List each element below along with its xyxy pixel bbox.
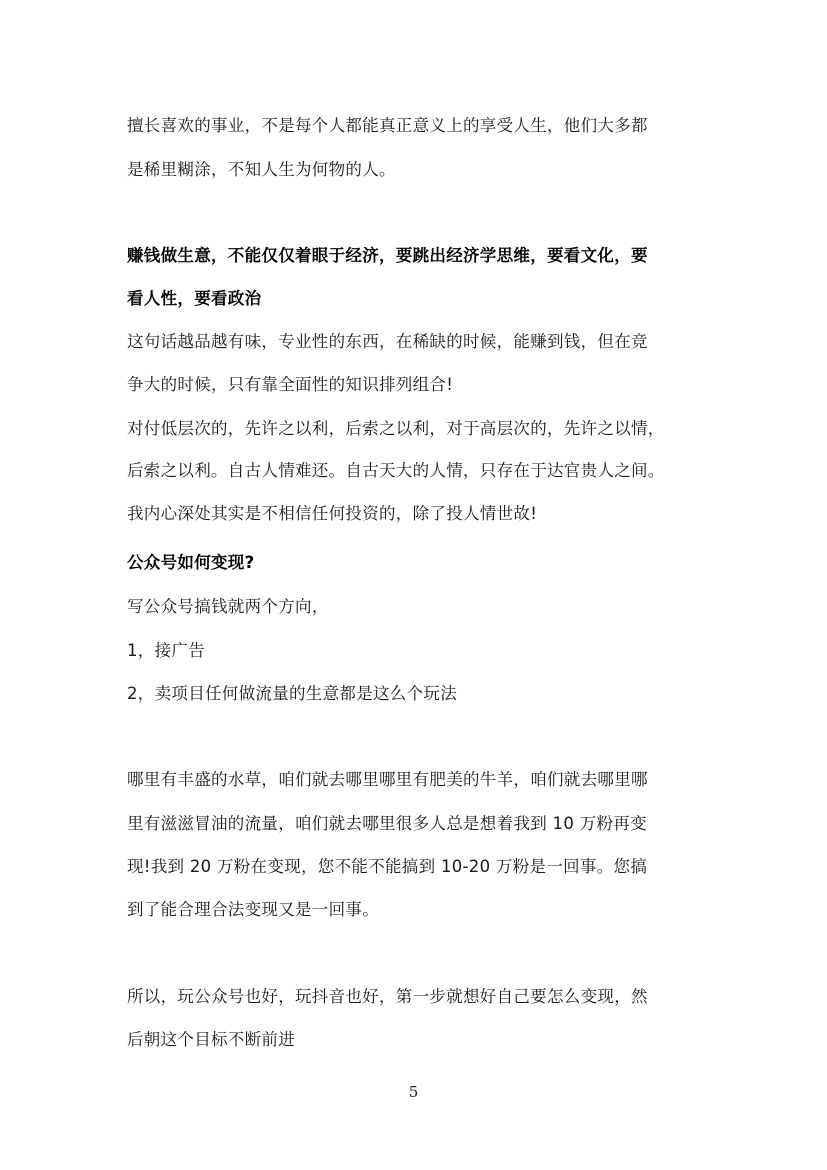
paragraph-line: 我内心深处其实是不相信任何投资的，除了投人情世故! xyxy=(127,504,538,523)
paragraph-line: 现!我到 20 万粉在变现，您不能不能搞到 10-20 万粉是一回事。您搞 xyxy=(127,857,648,876)
paragraph-line: 是稀里糊涂，不知人生为何物的人。 xyxy=(127,160,396,179)
list-item: 2，卖项目任何做流量的生意都是这么个玩法 xyxy=(127,684,457,703)
section-heading: 公众号如何变现? xyxy=(127,553,255,572)
list-item: 1，接广告 xyxy=(127,641,205,660)
page-number: 5 xyxy=(408,1083,419,1101)
paragraph-line: 争大的时候，只有靠全面性的知识排列组合! xyxy=(127,375,454,394)
paragraph-line: 哪里有丰盛的水草，咱们就去哪里哪里有肥美的牛羊，咱们就去哪里哪 xyxy=(127,770,648,789)
bold-heading-line: 看人性，要看政治 xyxy=(127,289,262,308)
paragraph-line: 擅长喜欢的事业，不是每个人都能真正意义上的享受人生，他们大多都 xyxy=(127,116,648,135)
paragraph-line: 里有滋滋冒油的流量，咱们就去哪里很多人总是想着我到 10 万粉再变 xyxy=(127,814,647,833)
paragraph-line: 这句话越品越有味，专业性的东西，在稀缺的时候，能赚到钱，但在竞 xyxy=(127,332,648,351)
paragraph-line: 到了能合理合法变现又是一回事。 xyxy=(127,900,379,919)
paragraph-line: 对付低层次的，先许之以利，后索之以利，对于高层次的，先许之以情， xyxy=(127,419,665,438)
paragraph-line: 后朝这个目标不断前进 xyxy=(127,1030,295,1049)
paragraph-line: 后索之以利。自古人情难还。自古天大的人情，只存在于达官贵人之间。 xyxy=(127,461,665,480)
paragraph-line: 写公众号搞钱就两个方向， xyxy=(127,597,329,616)
bold-heading-line: 赚钱做生意，不能仅仅着眼于经济，要跳出经济学思维，要看文化，要 xyxy=(127,246,648,265)
paragraph-line: 所以，玩公众号也好，玩抖音也好，第一步就想好自己要怎么变现，然 xyxy=(127,987,648,1006)
